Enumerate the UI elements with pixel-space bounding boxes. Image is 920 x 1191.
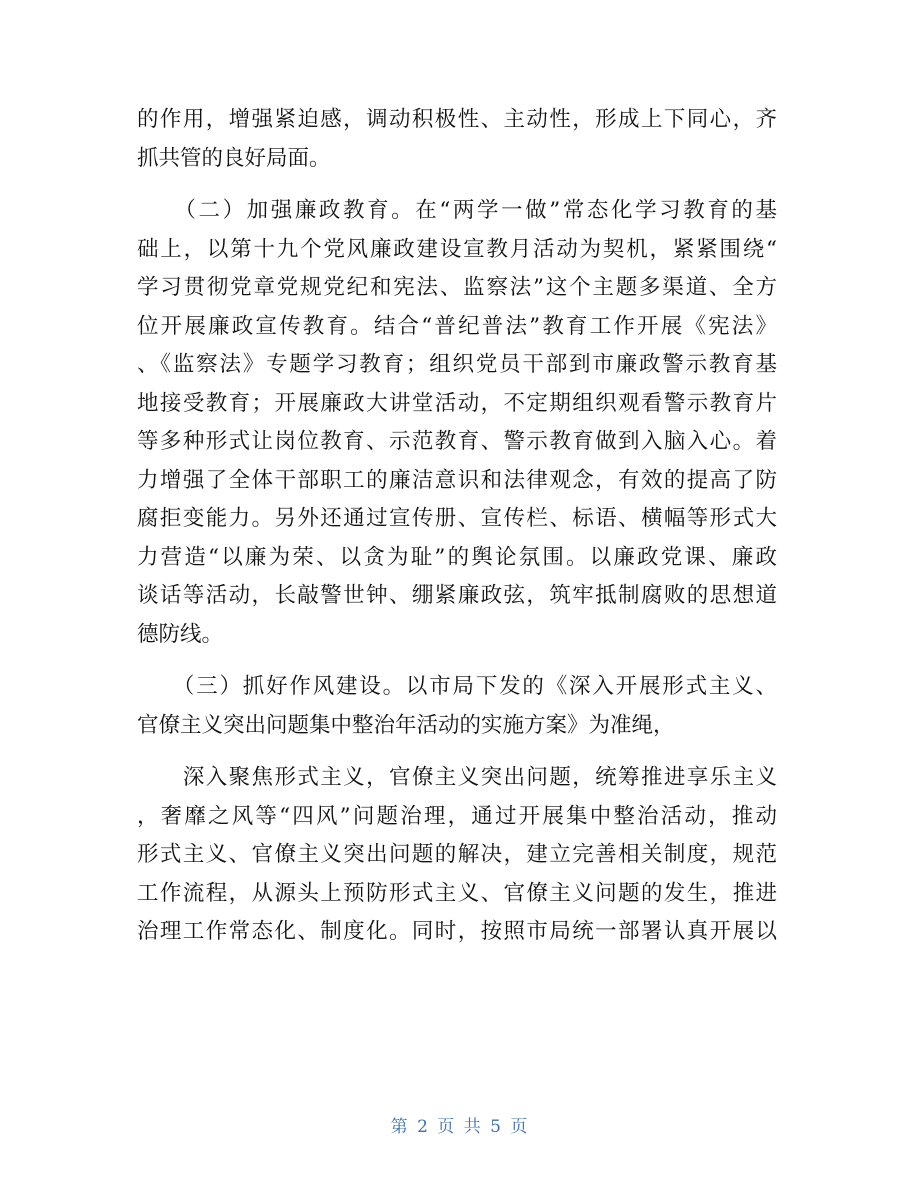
text-line: 深入聚焦形式主义，官僚主义突出问题，统筹推进享乐主义 <box>137 765 777 790</box>
text-line: 官僚主义突出问题集中整治年活动的实施方案》为准绳， <box>137 712 675 738</box>
text-line: 腐拒变能力。另外还通过宣传册、宣传栏、标语、横幅等形式大 <box>137 506 777 531</box>
text-line: 等多种形式让岗位教育、示范教育、警示教育做到入脑入心。着 <box>137 429 777 454</box>
text-line: 力营造“以廉为荣、以贪为耻”的舆论氛围。以廉政党课、廉政 <box>137 544 777 570</box>
text-line: 、《监察法》专题学习教育；组织党员干部到市廉政警示教育基 <box>137 352 777 377</box>
text-line: 位开展廉政宣传教育。结合“普纪普法”教育工作开展《宪法》 <box>137 313 777 339</box>
text-line: 学习贯彻党章党规党纪和宪法、监察法”这个主题多渠道、全方 <box>137 275 777 300</box>
text-line: 德防线。 <box>137 621 224 647</box>
page-footer <box>0 1112 920 1137</box>
text-line: （三）抓好作风建设。以市局下发的《深入开展形式主义、 <box>137 674 777 699</box>
paragraph <box>137 101 777 178</box>
current-page-number: 2 <box>417 1117 430 1137</box>
total-page-number: 5 <box>490 1117 503 1137</box>
paragraph <box>137 192 777 654</box>
text-line: 谈话等活动，长敲警世钟、绷紧廉政弦，筑牢抵制腐败的思想道 <box>137 583 777 608</box>
text-line: 的作用，增强紧迫感，调动积极性、主动性，形成上下同心，齐 <box>137 107 777 132</box>
body-text <box>137 101 777 952</box>
text-line: 形式主义、官僚主义突出问题的解决，建立完善相关制度，规范 <box>137 842 777 867</box>
text-line: （二）加强廉政教育。在“两学一做”常态化学习教育的基 <box>137 198 777 223</box>
text-line: 力增强了全体干部职工的廉洁意识和法律观念，有效的提高了防 <box>137 467 777 493</box>
text-line: 抓共管的良好局面。 <box>137 145 331 171</box>
text-line: ，奢靡之风等“四风”问题治理，通过开展集中整治活动，推动 <box>137 803 777 829</box>
text-line: 础上，以第十九个党风廉政建设宣教月活动为契机，紧紧围绕“ <box>137 236 777 262</box>
text-line: 治理工作常态化、制度化。同时，按照市局统一部署认真开展以 <box>137 919 777 944</box>
footer-prefix: 第 <box>390 1117 410 1137</box>
paragraph <box>137 759 777 952</box>
footer-middle: 页 共 <box>437 1117 483 1137</box>
footer-suffix: 页 <box>510 1117 530 1137</box>
text-line: 地接受教育；开展廉政大讲堂活动，不定期组织观看警示教育片 <box>137 390 777 416</box>
text-line: 工作流程，从源头上预防形式主义、官僚主义问题的发生，推进 <box>137 880 777 906</box>
paragraph <box>137 668 777 745</box>
